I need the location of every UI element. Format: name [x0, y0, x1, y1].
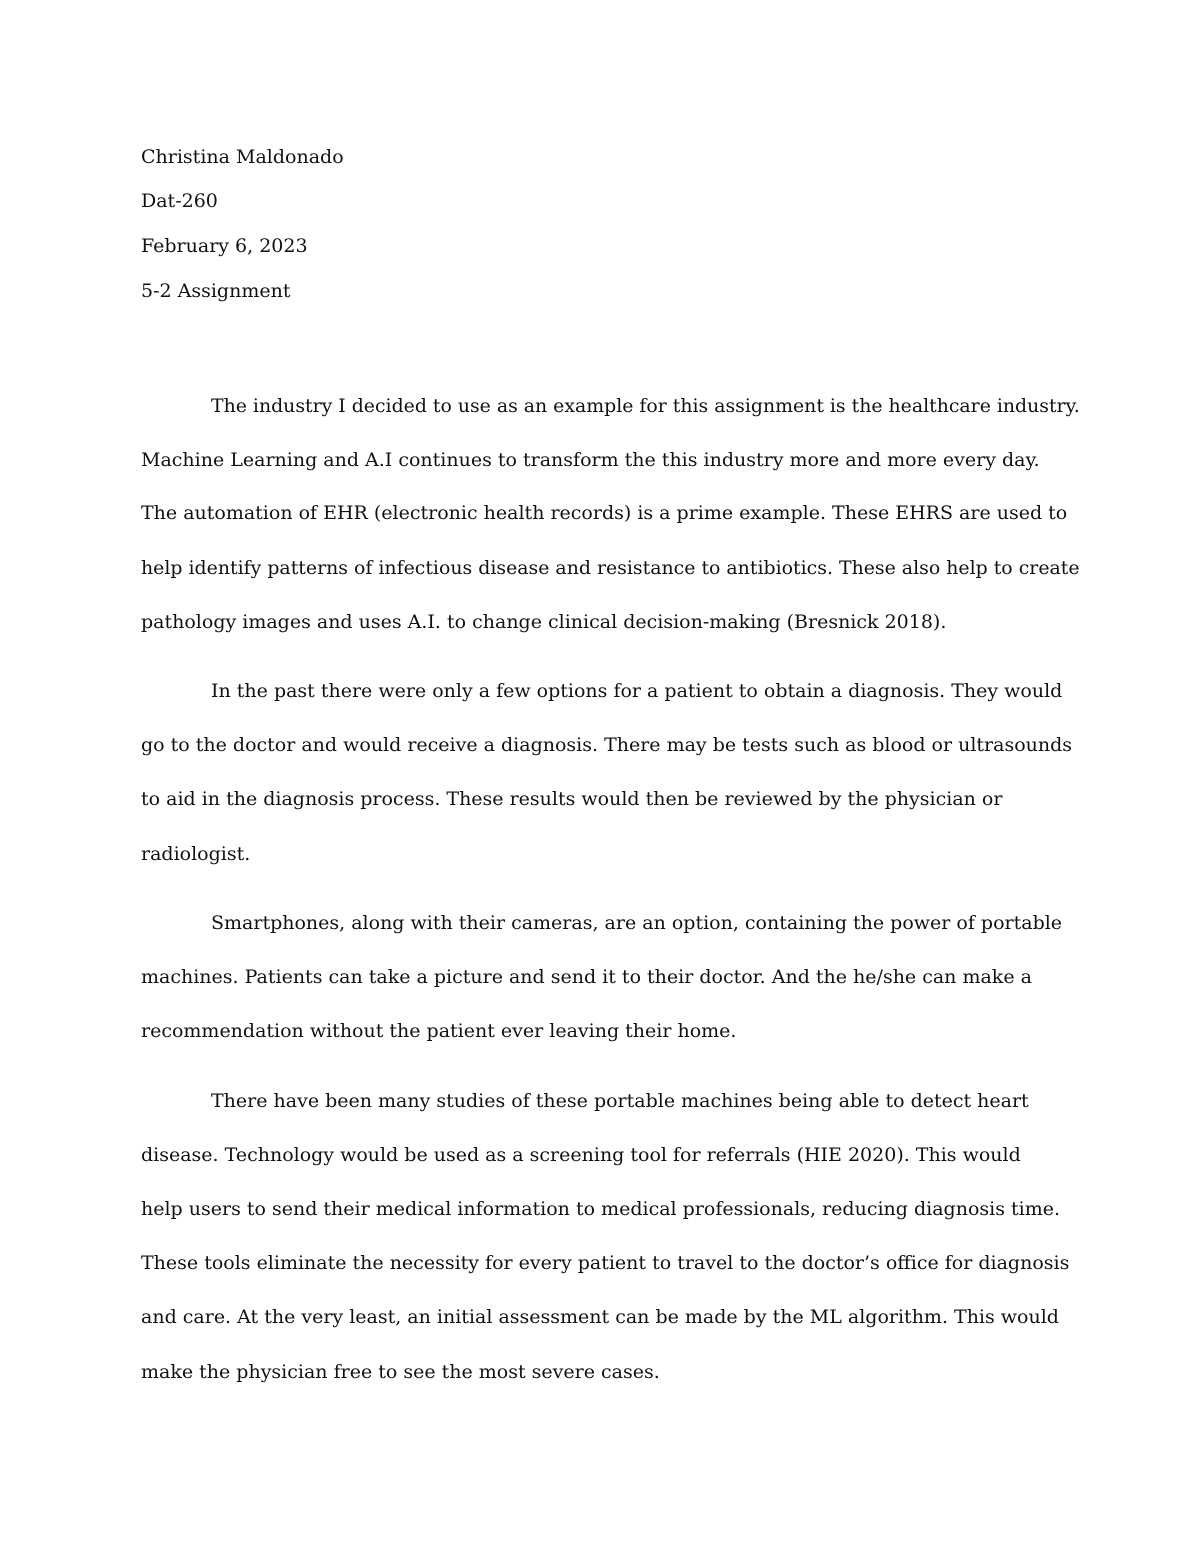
course-code: Dat-260 — [141, 190, 218, 212]
paragraph-4-line-5: and care. At the very least, an initial assessment can be made by the ML algorithm. This would — [141, 1306, 1059, 1328]
paragraph-3-line-2: machines. Patients can take a picture and send it to their doctor. And the he/she can make a — [141, 966, 1032, 988]
paragraph-4-line-4: These tools eliminate the necessity for every patient to travel to the doctor’s office for diagnosis — [141, 1252, 1070, 1274]
paragraph-1-line-5: pathology images and uses A.I. to change clinical decision-making (Bresnick 2018). — [141, 611, 947, 633]
paragraph-1-line-1: The industry I decided to use as an example for this assignment is the healthcare industry. — [211, 395, 1080, 417]
paragraph-3-line-1: Smartphones, along with their cameras, are an option, containing the power of portable — [211, 912, 1063, 934]
paragraph-1-line-2: Machine Learning and A.I continues to transform the this industry more and more every day. — [141, 449, 1040, 471]
paragraph-4-line-6: make the physician free to see the most severe cases. — [141, 1361, 660, 1383]
paragraph-2-line-3: to aid in the diagnosis process. These results would then be reviewed by the physician or — [141, 788, 1003, 810]
paragraph-3-line-3: recommendation without the patient ever leaving their home. — [141, 1020, 737, 1042]
paragraph-4-line-1: There have been many studies of these portable machines being able to detect heart — [211, 1090, 1029, 1112]
paragraph-4-line-2: disease. Technology would be used as a screening tool for referrals (HIE 2020). This would — [141, 1144, 1021, 1166]
paragraph-2-line-4: radiologist. — [141, 843, 251, 865]
author-name: Christina Maldonado — [141, 146, 344, 168]
assignment-title: 5-2 Assignment — [141, 280, 291, 302]
submission-date: February 6, 2023 — [141, 235, 308, 257]
paragraph-2-line-1: In the past there were only a few options for a patient to obtain a diagnosis. They would — [211, 680, 1063, 702]
paragraph-2-line-2: go to the doctor and would receive a diagnosis. There may be tests such as blood or ultrasounds — [141, 734, 1073, 756]
paragraph-4-line-3: help users to send their medical information to medical professionals, reducing diagnosis time. — [141, 1198, 1061, 1220]
paragraph-1-line-3: The automation of EHR (electronic health records) is a prime example. These EHRS are used to — [141, 502, 1068, 524]
paragraph-1-line-4: help identify patterns of infectious disease and resistance to antibiotics. These also help to create — [141, 557, 1080, 579]
